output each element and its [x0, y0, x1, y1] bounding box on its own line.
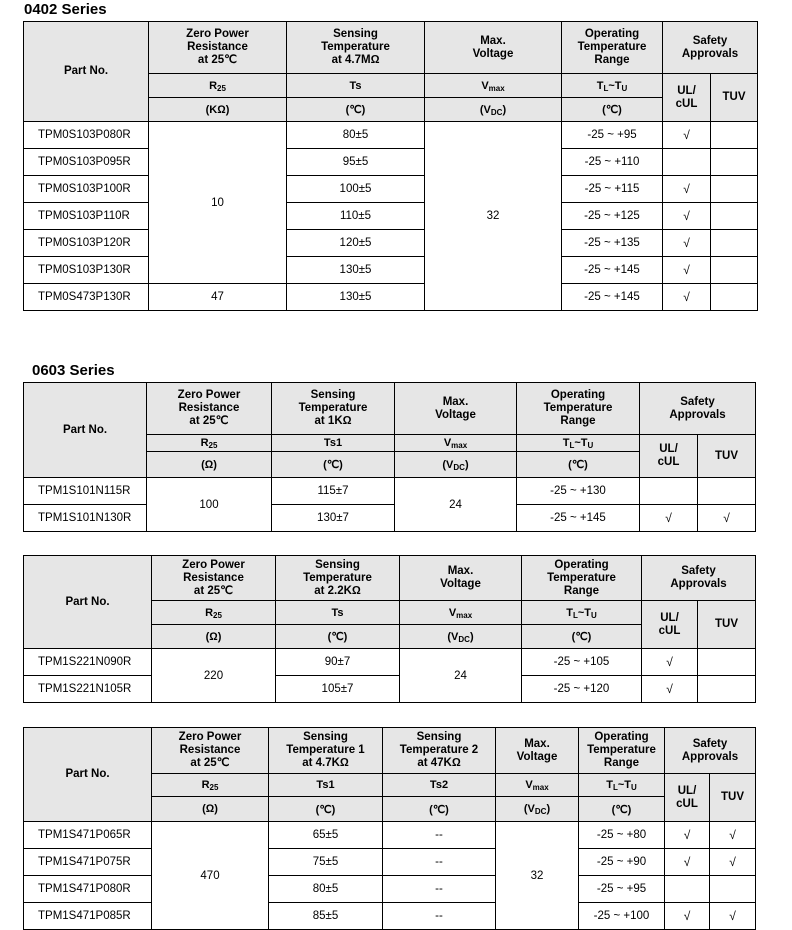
range-value: -25 ~ +115	[562, 176, 663, 203]
table-row	[24, 257, 758, 284]
sensing-temp-value: 130±5	[287, 257, 425, 284]
symbol-vmax: $V_{max}$	[395, 435, 517, 452]
range-value: -25 ~ +105	[522, 649, 642, 676]
header-zero-power-resistance: Zero Power Resistance at 25℃	[149, 22, 287, 74]
symbol-tl-tu: $T_L\sim T_U$	[579, 774, 665, 797]
header-part-no: Part No.	[24, 383, 147, 478]
range-value: -25 ~ +120	[522, 676, 642, 703]
sensing-temp-1-value: 80±5	[269, 876, 383, 903]
part-number: TPM1S101N115R	[24, 478, 147, 505]
header-safety-approvals: Safety Approvals	[663, 22, 758, 74]
part-number: TPM0S103P120R	[24, 230, 149, 257]
tuv-check	[711, 284, 758, 311]
resistance-value: 47	[149, 284, 287, 311]
ul-check: √	[665, 822, 710, 849]
ul-check: √	[663, 176, 711, 203]
tuv-check	[711, 149, 758, 176]
header-max-voltage: Max. Voltage	[395, 383, 517, 435]
header-operating-temperature: Operating Temperature Range	[522, 556, 642, 601]
unit-temperature-2: (℃)	[383, 797, 496, 822]
symbol-tl-tu: $T_L\sim T_U$	[517, 435, 640, 452]
table-row	[24, 203, 758, 230]
range-value: -25 ~ +125	[562, 203, 663, 230]
table-row	[24, 176, 758, 203]
table-row	[24, 822, 756, 849]
header-tuv: TUV	[710, 774, 756, 822]
symbol-r25: $R_{25}$	[152, 774, 269, 797]
part-number: TPM0S103P080R	[24, 122, 149, 149]
unit-resistance: (Ω)	[147, 452, 272, 478]
ul-check: √	[663, 284, 711, 311]
range-value: -25 ~ +110	[562, 149, 663, 176]
header-ul-cul: UL/ cUL	[663, 74, 711, 122]
part-number: TPM0S103P130R	[24, 257, 149, 284]
resistance-value: 470	[152, 822, 269, 930]
symbol-tl-tu: $T_L\sim T_U$	[562, 74, 663, 98]
header-ul-cul: UL/ cUL	[665, 774, 710, 822]
header-zero-power-resistance: Zero Power Resistance at 25℃	[152, 556, 276, 601]
header-sensing-temperature: Sensing Temperature at 2.2KΩ	[276, 556, 400, 601]
spec-table-0603-1k	[23, 382, 756, 532]
symbol-r25: $R_{25}$	[147, 435, 272, 452]
symbol-ts2: Ts2	[383, 774, 496, 797]
header-max-voltage: Max. Voltage	[496, 728, 579, 774]
range-value: -25 ~ +145	[562, 257, 663, 284]
ul-check: √	[663, 230, 711, 257]
ul-check: √	[663, 257, 711, 284]
table-row	[24, 676, 756, 703]
spec-table-0603-dual	[23, 727, 756, 930]
series-0603-title: 0603 Series	[32, 362, 115, 379]
sensing-temp-2-value: --	[383, 903, 496, 930]
header-sensing-temperature: Sensing Temperature at 4.7MΩ	[287, 22, 425, 74]
symbol-vmax: $V_{max}$	[496, 774, 579, 797]
part-number: TPM1S471P065R	[24, 822, 152, 849]
part-number: TPM0S103P100R	[24, 176, 149, 203]
tuv-check	[698, 649, 756, 676]
tuv-check	[711, 203, 758, 230]
tuv-check	[711, 176, 758, 203]
header-part-no: Part No.	[24, 728, 152, 822]
header-ul-cul: UL/ cUL	[640, 435, 698, 478]
unit-voltage: $(V_{DC})$	[496, 797, 579, 822]
sensing-temp-1-value: 75±5	[269, 849, 383, 876]
header-operating-temperature: Operating Temperature Range	[579, 728, 665, 774]
part-number: TPM0S473P130R	[24, 284, 149, 311]
tuv-check	[698, 478, 756, 505]
ul-check	[663, 149, 711, 176]
table-row	[24, 478, 756, 505]
table-row	[24, 284, 758, 311]
table-row	[24, 122, 758, 149]
spec-table-0603-2k2	[23, 555, 756, 703]
ul-check: √	[640, 505, 698, 532]
sensing-temp-value: 130±7	[272, 505, 395, 532]
voltage-value: 24	[400, 649, 522, 703]
voltage-value: 32	[425, 122, 562, 311]
range-value: -25 ~ +100	[579, 903, 665, 930]
tuv-check	[710, 876, 756, 903]
symbol-r25: $R_{25}$	[149, 74, 287, 98]
symbol-ts1: Ts1	[269, 774, 383, 797]
ul-check: √	[665, 903, 710, 930]
tuv-check: √	[710, 903, 756, 930]
symbol-ts1: Ts1	[272, 435, 395, 452]
range-value: -25 ~ +90	[579, 849, 665, 876]
header-tuv: TUV	[698, 435, 756, 478]
sensing-temp-value: 100±5	[287, 176, 425, 203]
symbol-r25: $R_{25}$	[152, 601, 276, 625]
unit-range: (℃)	[517, 452, 640, 478]
part-number: TPM1S221N090R	[24, 649, 152, 676]
table-row	[24, 505, 756, 532]
part-number: TPM1S471P085R	[24, 903, 152, 930]
voltage-value: 24	[395, 478, 517, 532]
ul-check: √	[663, 203, 711, 230]
sensing-temp-value: 120±5	[287, 230, 425, 257]
header-safety-approvals: Safety Approvals	[642, 556, 756, 601]
part-number: TPM0S103P095R	[24, 149, 149, 176]
sensing-temp-1-value: 65±5	[269, 822, 383, 849]
sensing-temp-2-value: --	[383, 876, 496, 903]
resistance-value: 220	[152, 649, 276, 703]
header-sensing-temperature: Sensing Temperature at 1KΩ	[272, 383, 395, 435]
range-value: -25 ~ +80	[579, 822, 665, 849]
header-tuv: TUV	[711, 74, 758, 122]
sensing-temp-value: 80±5	[287, 122, 425, 149]
unit-temperature: (℃)	[287, 98, 425, 122]
unit-resistance: (Ω)	[152, 625, 276, 649]
resistance-value: 100	[147, 478, 272, 532]
unit-range: (℃)	[579, 797, 665, 822]
part-number: TPM1S221N105R	[24, 676, 152, 703]
ul-check: √	[665, 849, 710, 876]
ul-check: √	[642, 649, 698, 676]
resistance-value: 10	[149, 122, 287, 284]
header-zero-power-resistance: Zero Power Resistance at 25℃	[147, 383, 272, 435]
header-sensing-temperature-2: Sensing Temperature 2 at 47KΩ	[383, 728, 496, 774]
table-row	[24, 876, 756, 903]
range-value: -25 ~ +135	[562, 230, 663, 257]
voltage-value: 32	[496, 822, 579, 930]
symbol-vmax: $V_{max}$	[425, 74, 562, 98]
symbol-ts: Ts	[276, 601, 400, 625]
unit-voltage: $(V_{DC})$	[425, 98, 562, 122]
spec-table-0402	[23, 21, 758, 311]
unit-range: (℃)	[562, 98, 663, 122]
part-number: TPM1S471P080R	[24, 876, 152, 903]
sensing-temp-value: 105±7	[276, 676, 400, 703]
unit-temperature: (℃)	[276, 625, 400, 649]
part-number: TPM0S103P110R	[24, 203, 149, 230]
unit-resistance: (KΩ)	[149, 98, 287, 122]
sensing-temp-value: 110±5	[287, 203, 425, 230]
series-0402-title: 0402 Series	[24, 1, 107, 18]
sensing-temp-value: 115±7	[272, 478, 395, 505]
table-row	[24, 230, 758, 257]
header-max-voltage: Max. Voltage	[425, 22, 562, 74]
header-zero-power-resistance: Zero Power Resistance at 25℃	[152, 728, 269, 774]
header-safety-approvals: Safety Approvals	[665, 728, 756, 774]
tuv-check	[711, 257, 758, 284]
tuv-check	[711, 122, 758, 149]
part-number: TPM1S101N130R	[24, 505, 147, 532]
ul-check	[665, 876, 710, 903]
header-part-no: Part No.	[24, 556, 152, 649]
range-value: -25 ~ +145	[517, 505, 640, 532]
table-row	[24, 149, 758, 176]
tuv-check	[698, 676, 756, 703]
unit-voltage: $(V_{DC})$	[395, 452, 517, 478]
unit-temperature: (℃)	[272, 452, 395, 478]
header-ul-cul: UL/ cUL	[642, 601, 698, 649]
tuv-check: √	[698, 505, 756, 532]
unit-voltage: $(V_{DC})$	[400, 625, 522, 649]
range-value: -25 ~ +95	[562, 122, 663, 149]
header-operating-temperature: Operating Temperature Range	[517, 383, 640, 435]
header-tuv: TUV	[698, 601, 756, 649]
symbol-tl-tu: $T_L\sim T_U$	[522, 601, 642, 625]
table-row	[24, 849, 756, 876]
unit-range: (℃)	[522, 625, 642, 649]
symbol-vmax: $V_{max}$	[400, 601, 522, 625]
range-value: -25 ~ +145	[562, 284, 663, 311]
sensing-temp-value: 90±7	[276, 649, 400, 676]
part-number: TPM1S471P075R	[24, 849, 152, 876]
ul-check	[640, 478, 698, 505]
tuv-check	[711, 230, 758, 257]
sensing-temp-2-value: --	[383, 822, 496, 849]
tuv-check: √	[710, 822, 756, 849]
unit-resistance: (Ω)	[152, 797, 269, 822]
sensing-temp-1-value: 85±5	[269, 903, 383, 930]
range-value: -25 ~ +130	[517, 478, 640, 505]
unit-temperature-1: (℃)	[269, 797, 383, 822]
ul-check: √	[663, 122, 711, 149]
header-operating-temperature: Operating Temperature Range	[562, 22, 663, 74]
sensing-temp-value: 95±5	[287, 149, 425, 176]
ul-check: √	[642, 676, 698, 703]
range-value: -25 ~ +95	[579, 876, 665, 903]
header-max-voltage: Max. Voltage	[400, 556, 522, 601]
header-sensing-temperature-1: Sensing Temperature 1 at 4.7KΩ	[269, 728, 383, 774]
sensing-temp-value: 130±5	[287, 284, 425, 311]
table-row	[24, 649, 756, 676]
header-safety-approvals: Safety Approvals	[640, 383, 756, 435]
symbol-ts: Ts	[287, 74, 425, 98]
tuv-check: √	[710, 849, 756, 876]
header-part-no: Part No.	[24, 22, 149, 122]
sensing-temp-2-value: --	[383, 849, 496, 876]
table-row	[24, 903, 756, 930]
